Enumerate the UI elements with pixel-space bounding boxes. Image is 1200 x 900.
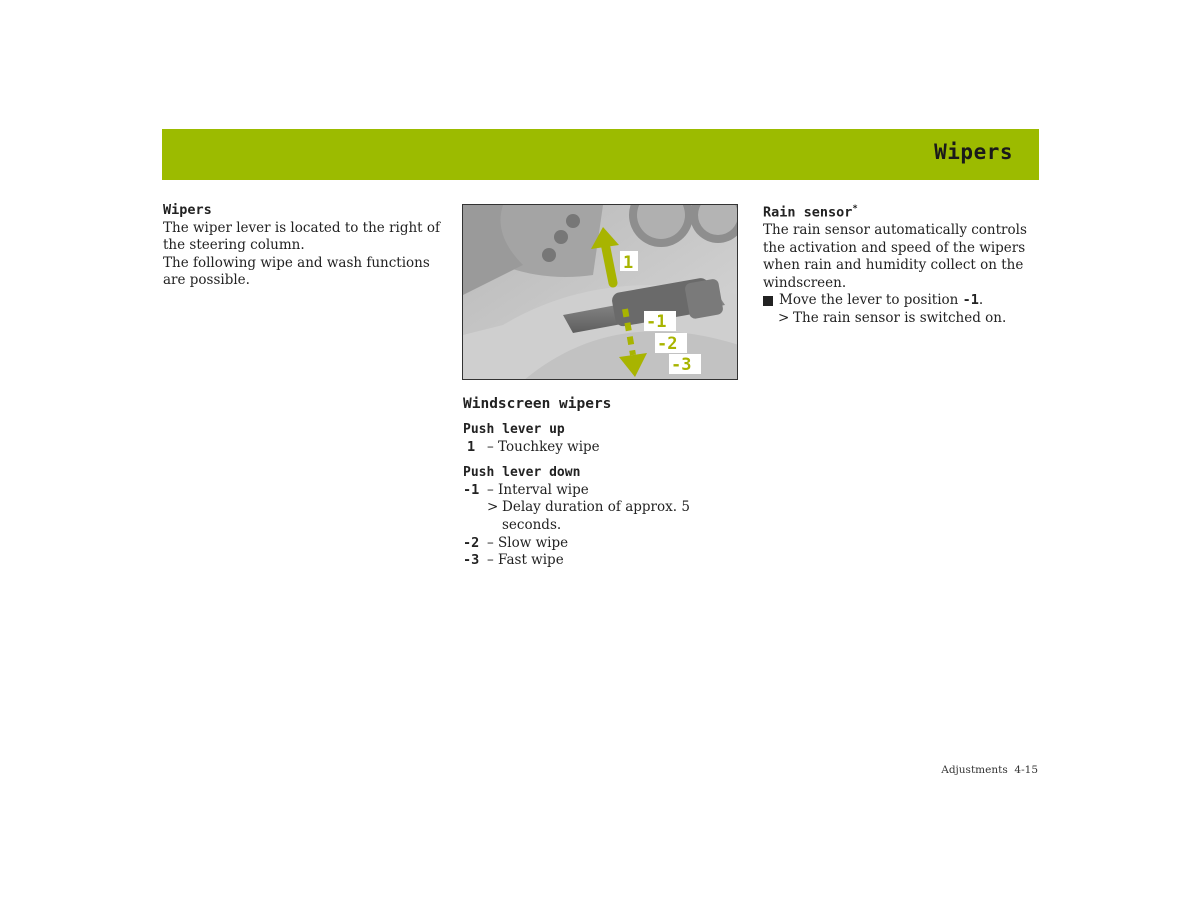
section-title: Windscreen wipers [463, 396, 612, 412]
list-item [463, 439, 753, 457]
rain-sensor-column [763, 201, 1043, 328]
intro-paragraph-1: The wiper lever is located to the right of the steering column. [163, 219, 441, 254]
push-down-heading: Push lever down [463, 465, 581, 481]
position-number: -1 [463, 481, 480, 498]
label-up-1: 1 [623, 253, 634, 273]
page-title: Wipers [934, 140, 1013, 164]
page-footer [941, 764, 1038, 776]
windscreen-wipers-column [463, 395, 753, 570]
label-down-1: -1 [646, 312, 667, 332]
position-number: 1 [467, 438, 476, 455]
list-item [463, 535, 753, 553]
list-item [463, 482, 753, 500]
instruction-text: Move the lever to position [779, 292, 959, 309]
instruction-end: . [978, 292, 984, 309]
wiper-lever-illustration [462, 204, 738, 380]
note-text: Delay duration of approx. 5 seconds. [502, 499, 690, 533]
instruction-position: -1 [962, 292, 979, 309]
label-down-3: -3 [671, 355, 692, 375]
header-bar [162, 129, 1039, 180]
position-description: – Slow wipe [487, 534, 569, 551]
footer-page-number: 4-15 [1014, 764, 1038, 776]
optional-equipment-mark: * [852, 204, 858, 214]
result-text: The rain sensor is switched on. [793, 310, 1007, 327]
intro-heading: Wipers [163, 202, 212, 218]
position-description: – Touchkey wipe [487, 438, 600, 455]
list-item [463, 552, 753, 570]
push-up-heading: Push lever up [463, 422, 565, 437]
position-description: – Interval wipe [487, 481, 589, 498]
position-number: -2 [463, 534, 480, 551]
intro-column [163, 202, 448, 290]
instruction-step [763, 292, 1043, 310]
bullet-square-icon [763, 296, 773, 306]
position-description: – Fast wipe [487, 552, 564, 569]
label-down-2: -2 [657, 334, 678, 354]
instruction-result: > The rain sensor is switched on. [778, 310, 1007, 327]
rain-sensor-heading: Rain sensor* [763, 204, 858, 221]
rain-sensor-paragraph: The rain sensor automatically controls the activation and speed of the wipers when rain and humidity collect on the windscreen. [763, 222, 1027, 291]
intro-paragraph-2: The following wipe and wash functions are possible. [163, 254, 430, 289]
position-number: -3 [463, 552, 480, 569]
footer-section: Adjustments [941, 764, 1008, 776]
list-item-note: > Delay duration of approx. 5 seconds. [463, 499, 753, 534]
